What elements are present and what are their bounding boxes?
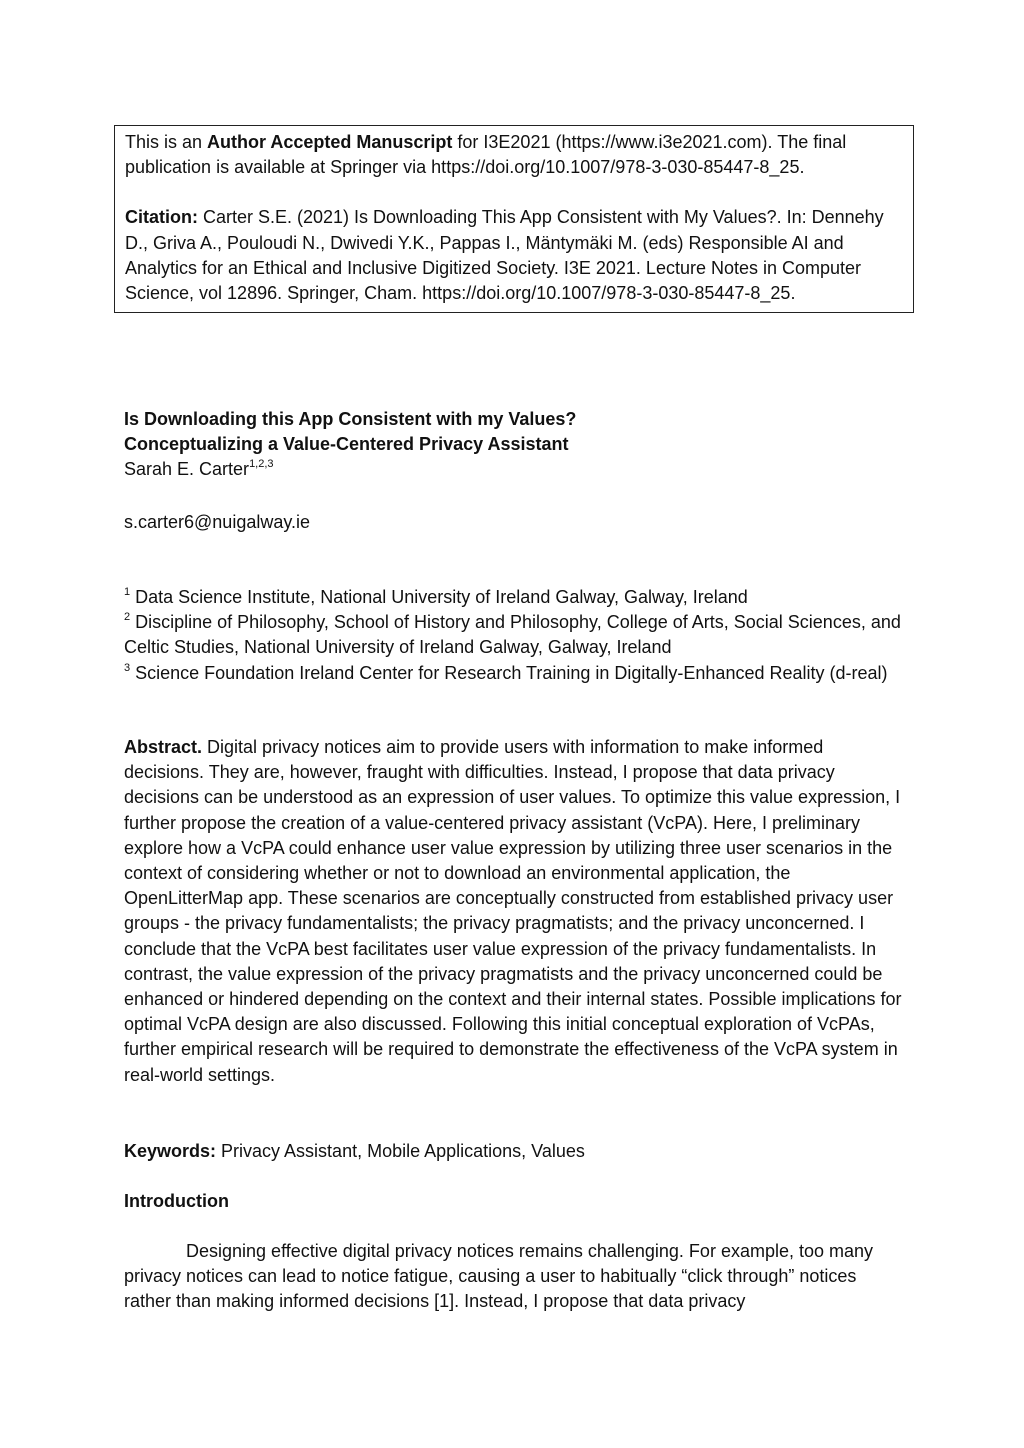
affiliation-1 <box>124 585 904 610</box>
citation-text: Carter S.E. (2021) Is Downloading This App Consistent with My Values?. In: Dennehy D., Griva A., Pouloudi N., Dwivedi Y.K., Pappas I., Mäntymäki M. (eds) Responsible AI and Analytics for an Ethical and Inclusive Digitized Society. I3E 2021. Lecture Notes in Computer Science, vol 12896. Springer, Cham. https://doi.org/10.1007/978-3-030-85447-8_25. <box>125 207 884 304</box>
affiliation-number: 2 <box>124 611 131 624</box>
abstract <box>124 735 904 1088</box>
author <box>124 457 904 482</box>
manuscript-notice <box>125 130 905 180</box>
keywords-text: Privacy Assistant, Mobile Applications, Values <box>216 1141 585 1161</box>
keywords-paragraph <box>124 1139 904 1164</box>
affiliation-number: 3 <box>124 661 131 674</box>
title-block <box>124 407 904 483</box>
introduction-heading: Introduction <box>124 1191 229 1211</box>
introduction <box>124 1239 904 1315</box>
abstract-text: Digital privacy notices aim to provide users with information to make informed decisions. They are, however, fraught with difficulties. Instead, I propose that data privacy decisions can be understood as an expression of user values. To optimize this value expression, I further propose the creation of a value-centered privacy assistant (VcPA). Here, I preliminary explore how a VcPA could enhance user value expression by utilizing three user scenarios in the context of considering whether or not to download an environmental application, the OpenLitterMap app. These scenarios are conceptually constructed from established privacy user groups - the privacy fundamentalists; the privacy pragmatists; and the privacy unconcerned. I conclude that the VcPA best facilitates user value expression of the privacy fundamentalists. In contrast, the value expression of the privacy pragmatists and the privacy unconcerned could be enhanced or hindered depending on the context and their internal states. Possible implications for optimal VcPA design are also discussed. Following this initial conceptual exploration of VcPAs, further empirical research will be required to demonstrate the effectiveness of the VcPA system in real-world settings. <box>124 737 902 1085</box>
introduction-paragraph: Designing effective digital privacy notices remains challenging. For example, too many privacy notices can lead to notice fatigue, causing a user to habitually “click through” notices rather than making informed decisions [1]. Instead, I propose that data privacy <box>124 1241 874 1312</box>
notice-suffix: for I3E2021 (https://www.i3e2021.com). The final publication is available at Springer via https://doi.org/10.1007/978-3-030-85447-8_25. <box>125 132 847 178</box>
notice-prefix: This is an <box>125 132 208 152</box>
affiliation-3 <box>124 661 904 686</box>
affiliation-text: Science Foundation Ireland Center for Research Training in Digitally-Enhanced Reality (d-real) <box>130 662 888 683</box>
citation <box>125 205 905 306</box>
citation-label: Citation: <box>125 207 198 228</box>
keywords-label: Keywords: <box>124 1141 217 1161</box>
author-name: Sarah E. Carter <box>124 459 250 480</box>
affiliation-number: 1 <box>124 586 131 598</box>
paper-title-line2: Conceptualizing a Value-Centered Privacy Assistant <box>124 434 569 455</box>
affiliations <box>124 585 904 686</box>
manuscript-notice-box <box>114 125 914 313</box>
paper-title-line1: Is Downloading this App Consistent with my Values? <box>124 409 577 429</box>
affiliation-2 <box>124 610 904 660</box>
abstract-label: Abstract. <box>124 737 203 757</box>
affiliation-text: Discipline of Philosophy, School of History and Philosophy, College of Arts, Social Sciences, and Celtic Studies, National University of Ireland Galway, Galway, Ireland <box>124 612 901 658</box>
email-block <box>124 510 904 535</box>
notice-bold: Author Accepted Manuscript <box>207 132 453 152</box>
author-superscript: 1,2,3 <box>249 458 274 471</box>
keywords <box>124 1139 904 1164</box>
author-email: s.carter6@nuigalway.ie <box>124 512 311 532</box>
abstract-paragraph <box>124 735 904 1088</box>
affiliation-text: Data Science Institute, National University of Ireland Galway, Galway, Ireland <box>130 587 748 607</box>
